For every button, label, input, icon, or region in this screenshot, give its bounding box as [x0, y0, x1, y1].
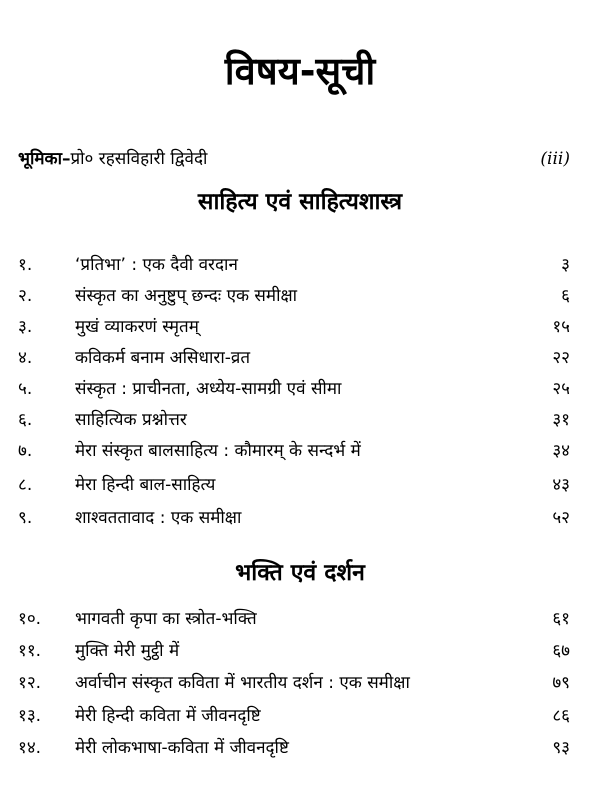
entry-number: ४.	[18, 348, 33, 368]
preface-entry[interactable]	[18, 146, 570, 172]
entry-number: १.	[18, 255, 33, 275]
entry-page-number: ६७	[552, 641, 570, 661]
toc-entry[interactable]	[18, 638, 570, 664]
entry-page-number: ९३	[552, 738, 570, 758]
entry-number: १३.	[18, 706, 42, 726]
entry-page-number: ६	[561, 286, 570, 306]
toc-entry[interactable]	[18, 345, 570, 371]
entry-title: मेरा संस्कृत बालसाहित्य : कौमारम् के सन्दर्भ में	[75, 441, 361, 461]
toc-entry[interactable]	[18, 505, 570, 531]
toc-entry[interactable]	[18, 283, 570, 309]
entry-title: ‘प्रतिभा’ : एक दैवी वरदान	[75, 255, 238, 275]
entry-title: कविकर्म बनाम असिधारा-व्रत	[75, 348, 251, 368]
toc-entry[interactable]	[18, 407, 570, 433]
entry-page-number: ४३	[552, 475, 570, 495]
entry-page-number: ३	[561, 255, 570, 275]
toc-entry[interactable]	[18, 314, 570, 340]
preface-page-number: (iii)	[540, 149, 570, 169]
entry-number: ७.	[18, 441, 33, 461]
page-title: विषय-सूची	[224, 49, 376, 93]
entry-page-number: ७९	[552, 673, 570, 693]
entry-title: संस्कृत : प्राचीनता, अध्येय-सामग्री एवं सीमा	[75, 379, 342, 399]
toc-entry[interactable]	[18, 606, 570, 632]
toc-entry[interactable]	[18, 438, 570, 464]
entry-number: ५.	[18, 379, 33, 399]
entry-title: शाश्वततावाद : एक समीक्षा	[75, 508, 242, 528]
entry-number: ३.	[18, 317, 33, 337]
entry-title: भागवती कृपा का स्त्रोत-भक्ति	[75, 609, 257, 629]
toc-entry[interactable]	[18, 670, 570, 696]
toc-entry[interactable]	[18, 472, 570, 498]
entry-title: साहित्यिक प्रश्नोत्तर	[75, 410, 187, 430]
entry-title: संस्कृत का अनुष्टुप् छन्दः एक समीक्षा	[75, 286, 298, 306]
entry-number: १२.	[18, 673, 42, 693]
entry-title: अर्वाचीन संस्कृत कविता में भारतीय दर्शन : एक समीक्षा	[75, 673, 410, 693]
preface-label: भूमिका–	[18, 149, 71, 169]
entry-page-number: २२	[552, 348, 570, 368]
entry-title: मेरी हिन्दी कविता में जीवनदृष्टि	[75, 706, 261, 726]
toc-entry[interactable]	[18, 376, 570, 402]
entry-title: मेरी लोकभाषा-कविता में जीवनदृष्टि	[75, 738, 289, 758]
entry-number: १४.	[18, 738, 42, 758]
entry-title: मेरा हिन्दी बाल-साहित्य	[75, 475, 216, 495]
entry-number: ९.	[18, 508, 33, 528]
toc-entry[interactable]	[18, 252, 570, 278]
entry-page-number: ५२	[552, 508, 570, 528]
entry-number: ११.	[18, 641, 42, 661]
entry-page-number: ३१	[552, 410, 570, 430]
entry-number: २.	[18, 286, 33, 306]
entry-page-number: ३४	[552, 441, 570, 461]
entry-page-number: ६१	[552, 609, 570, 629]
section-heading-literature: साहित्य एवं साहित्यशास्त्र	[197, 189, 403, 215]
entry-page-number: १५	[552, 317, 570, 337]
toc-entry[interactable]	[18, 703, 570, 729]
entry-number: ६.	[18, 410, 33, 430]
entry-title: मुखं व्याकरणं स्मृतम्	[75, 317, 199, 337]
entry-title: मुक्ति मेरी मुट्ठी में	[75, 641, 180, 661]
entry-page-number: ८६	[552, 706, 570, 726]
entry-page-number: २५	[552, 379, 570, 399]
preface-author: प्रो० रहसविहारी द्विवेदी	[70, 149, 208, 169]
entry-number: ८.	[18, 475, 33, 495]
toc-entry[interactable]	[18, 735, 570, 761]
entry-number: १०.	[18, 609, 42, 629]
section-heading-devotion-philosophy: भक्ति एवं दर्शन	[235, 560, 365, 586]
